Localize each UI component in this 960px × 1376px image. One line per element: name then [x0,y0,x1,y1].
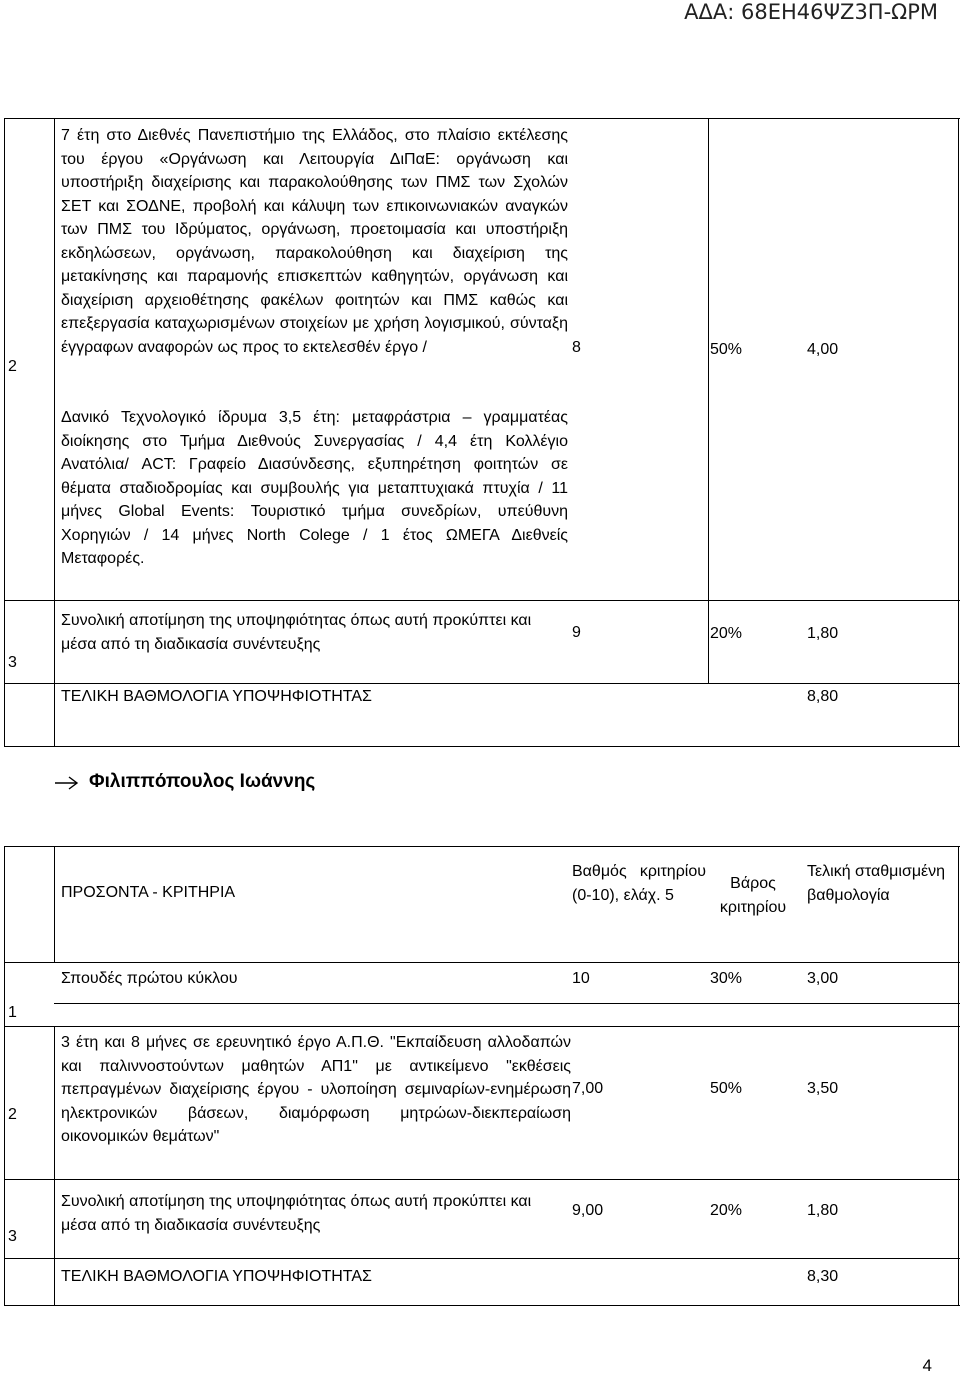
criterion-score: 1,80 [807,1202,839,1219]
criterion-weight: 20% [710,1202,743,1219]
table-rule [4,846,960,847]
table-rule [958,118,959,746]
criterion-grade: 9 [572,624,581,641]
row-number: 1 [8,1004,17,1021]
header-weighted-score: Τελική σταθμισμένη βαθμολογία [807,863,946,904]
criterion-weight: 50% [710,1080,743,1097]
page-number: 4 [922,1356,932,1375]
table-rule [4,118,960,119]
table-rule [4,1026,960,1027]
header-weight: Βάρος κριτηρίου [719,875,787,916]
row-number: 3 [8,1228,17,1245]
criterion-score: 4,00 [807,341,839,358]
table-rule [4,746,960,747]
table-rule [4,1258,960,1259]
table-rule [54,846,55,962]
total-score: 8,80 [807,688,839,705]
criterion-description: Σπουδές πρώτου κύκλου [61,970,238,987]
criterion-description: Συνολική αποτίμηση της υποψηφιότητας όπως αυτή προκύπτει και μέσα από τη διαδικασία συνέντευξης [61,612,532,653]
criterion-description: Συνολική αποτίμηση της υποψηφιότητας όπως αυτή προκύπτει και μέσα από τη διαδικασία συνέντευξης [61,1193,532,1234]
table-rule [54,118,55,746]
table-rule [4,683,960,684]
criterion-description: Δανικό Τεχνολογικό ίδρυμα 3,5 έτη: μεταφράστρια – γραμματέας διοίκησης στο Τμήμα Διεθνούς Συνεργασίας / 4,4 έτη Κολλέγιο Ανατόλια/ ACT: Γραφείο Διασύνδεσης, εξυπηρέτηση φοιτητών σε θέματα σταδιοδρομίας και συμβουλής για μεταπτυχιακά πτυχία / 11 μήνες Global Events: Τουριστικό τμήμα συνεδρίων, υπεύθυνη Χορηγιών / 14 μήνες North Colege / 1 έτος ΩΜΕΓΑ Διεθνείς Μεταφορές. [61,409,568,567]
row-number: 2 [8,358,17,375]
table-rule [708,118,709,683]
arrow-right-icon [54,775,80,791]
criterion-score: 1,80 [807,625,839,642]
row-number: 2 [8,1106,17,1123]
table-rule [54,1003,960,1004]
table-rule [4,1179,960,1180]
table-rule [4,846,5,1305]
criterion-grade: 8 [572,339,581,356]
criterion-weight: 30% [710,970,743,987]
table-rule [4,118,5,746]
table-rule [958,846,959,1305]
criterion-weight: 20% [710,625,743,642]
table-rule [54,1026,55,1305]
total-score: 8,30 [807,1268,839,1285]
criterion-score: 3,50 [807,1080,839,1097]
table-rule [4,962,960,963]
header-criteria: ΠΡΟΣΟΝΤΑ - ΚΡΙΤΗΡΙΑ [61,884,236,901]
criterion-grade: 10 [572,970,590,987]
total-label: ΤΕΛΙΚΗ ΒΑΘΜΟΛΟΓΙΑ ΥΠΟΨΗΦΙΟΤΗΤΑΣ [61,1268,372,1285]
criterion-grade: 7,00 [572,1080,604,1097]
document-ada-code: ΑΔΑ: 68ΕΗ46ΨΖ3Π-ΩΡΜ [684,0,938,24]
table-rule [4,1305,960,1306]
row-number: 3 [8,654,17,671]
criterion-score: 3,00 [807,970,839,987]
total-label: ΤΕΛΙΚΗ ΒΑΘΜΟΛΟΓΙΑ ΥΠΟΨΗΦΙΟΤΗΤΑΣ [61,688,372,705]
criterion-grade: 9,00 [572,1202,604,1219]
table-rule [4,600,960,601]
candidate-name: Φιλιππόπουλος Ιωάννης [89,771,316,792]
criterion-description: 7 έτη στο Διεθνές Πανεπιστήμιο της Ελλάδος, στο πλαίσιο εκτέλεσης του έργου «Οργάνωση και Λειτουργία ΔιΠαΕ: οργάνωση και υποστήριξη διαχείρισης και παρακολούθησης των ΠΜΣ των Σχολών ΣΕΤ και ΣΟΔΝΕ, προβολή και κάλυψη των επικοινωνιακών αναγκών των ΠΜΣ του Ιδρύματος, οργάνωση, προετοιμασία και υποστήριξη εκδηλώσεων, οργάνωση, παρακολούθηση και διαχείριση της μετακίνησης και παραμονής επισκεπτών καθηγητών, οργάνωση και διαχείριση αρχειοθέτησης φακέλων φοιτητών και ΠΜΣ καθώς και επεξεργασία καταχωρισμένων στοιχείων με χρήση λογισμικού, σύνταξη έγγραφων αναφορών ως προς το εκτελεσθέν έργο / [61,127,568,356]
criterion-description: 3 έτη και 8 μήνες σε ερευνητικό έργο Α.Π.Θ. "Εκπαίδευση αλλοδαπών και παλιννοστούντων μαθητών ΑΠ1" με αντικείμενο "εκθέσεις πεπραγμένων διαχείρισης έργου - υλοποίηση σεμιναρίων-ενημέρωση ηλεκτρονικών βάσεων, διαμόρφωση μητρώων-διεκπεραίωση οικονομικών θεμάτων" [61,1034,571,1145]
criterion-weight: 50% [710,341,743,358]
header-grade: Βαθμός κριτηρίου (0-10), ελάχ. 5 [572,863,706,904]
